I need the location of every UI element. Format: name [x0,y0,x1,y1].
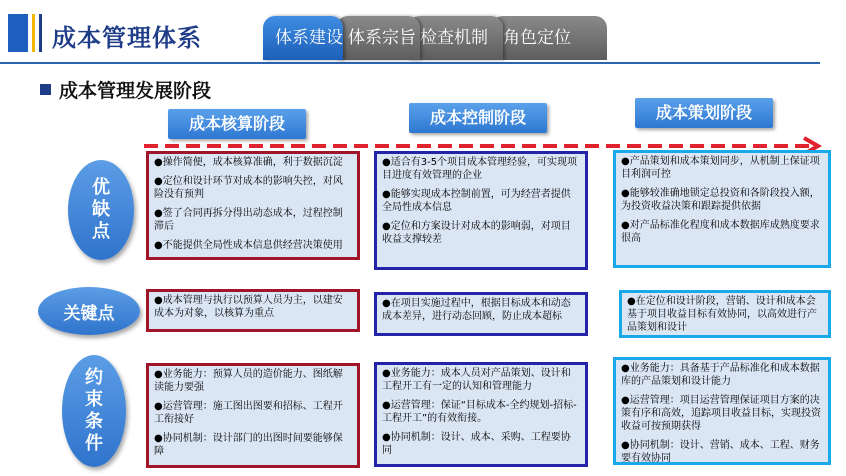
list-item: ●能够实现成本控制前置，可为经营者提供全局性成本信息 [382,189,571,213]
list-item: ●操作简便，成本核算准确，利于数据沉淀 [154,157,343,168]
cell-planning-constraints [613,357,831,465]
list-item: ●协同机制：设计部门的出图时间要能够保障 [154,433,343,457]
cell-control-advantages [374,151,588,270]
list-item: ●运营管理：施工图出图要和招标、工程开工衔接好 [154,401,343,425]
list-item: ●定位和设计环节对成本的影响失控，对风险没有预判 [154,176,343,200]
stage-planning: 成本策划阶段 [635,98,773,128]
row-label-key-points: 关键点 [38,287,140,335]
cell-accounting-advantages [146,151,360,260]
list-item: ●业务能力：具备基于产品标准化和成本数据库的产品策划和设计能力 [621,363,820,387]
list-item: ●业务能力：成本人员对产品策划、设计和工程开工有一定的认知和管理能力 [382,368,571,392]
header-divider [0,62,820,64]
list-item: ●成本管理与执行以预算人员为主，以建安成本为对象，以核算为重点 [154,295,343,319]
section-title: 成本管理发展阶段 [40,76,211,103]
stage-accounting: 成本核算阶段 [168,109,306,139]
cell-control-constraints [374,362,588,467]
list-item: ●对产品标准化程度和成本数据库成熟度要求很高 [621,220,820,244]
row-label-constraints: 约 束 条 件 [62,355,126,467]
list-item: ●运营管理：项目运营管理保证项目方案的决策有序和高效，追踪项目收益目标，实现投资收益可按预期获得 [621,395,821,432]
list-item: ●不能提供全局性成本信息供经营决策使用 [154,240,343,251]
stage-control: 成本控制阶段 [409,103,547,133]
cell-planning-key-points [619,290,831,338]
tab-system-building[interactable]: 体系建设 [263,16,343,60]
list-item: ●协同机制：设计、成本、采购、工程要协同 [382,432,571,456]
bullet-square-icon [40,84,51,95]
cell-accounting-key-points [146,289,360,332]
list-item: ●业务能力：预算人员的造价能力、图纸解读能力要强 [154,369,343,393]
list-item: ●定位和方案设计对成本的影响弱，对项目收益支撑较差 [382,221,571,245]
tab-inspection[interactable]: 检查机制 [408,16,503,60]
list-item: ●协同机制：设计、营销、成本、工程、财务要有效协同 [621,440,820,464]
list-item: ●在定位和设计阶段，营销、设计和成本会基于项目收益目标有效协同，以高效进行产品策划和设计 [627,296,817,333]
list-item: ●运营管理：保证“目标成本-全约规划-招标-工程开工”的有效衔接。 [382,400,577,424]
tab-purpose[interactable]: 体系宗旨 [336,16,420,60]
cell-accounting-constraints [146,363,360,468]
logo-bar-yellow [32,14,35,52]
cell-planning-advantages [613,150,831,268]
list-item: ●能够较准确地锁定总投资和各阶段投入额，为投资收益决策和跟踪提供依据 [621,188,820,212]
page-title: 成本管理体系 [52,24,202,52]
list-item: ●产品策划和成本策划同步，从机制上保证项目利润可控 [621,156,820,180]
logo-bar-dark [39,14,42,52]
list-item: ●签了合同再拆分得出动态成本，过程控制滞后 [154,208,343,232]
tab-role[interactable]: 角色定位 [491,16,607,60]
row-label-advantages: 优 缺 点 [68,160,134,260]
list-item: ●适合有3-5个项目成本管理经验，可实现项目进度有效管理的企业 [382,157,578,181]
logo-bar-blue [8,14,28,52]
list-item: ●在项目实施过程中，根据目标成本和动态成本差异，进行动态回顾，防止成本超标 [382,298,571,322]
cell-control-key-points [374,292,588,336]
